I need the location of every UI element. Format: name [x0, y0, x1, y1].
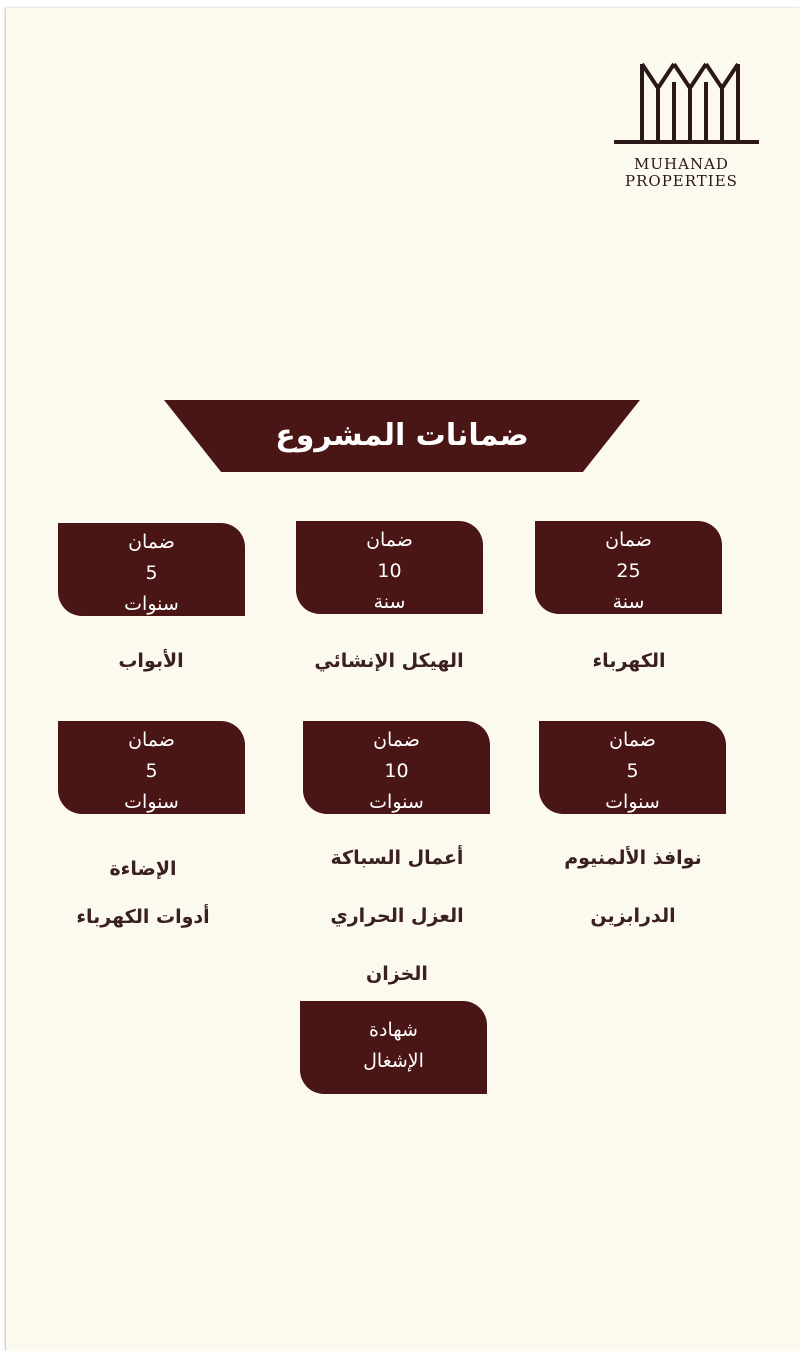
label-structure: الهيكل الإنشائي: [314, 650, 464, 672]
logo-text-line2: PROPERTIES: [625, 172, 738, 190]
card-value: 25: [616, 560, 641, 582]
card-unit: سنوات: [124, 593, 179, 615]
label-line: نوافذ الألمنيوم: [564, 847, 702, 869]
warranty-card-lighting: [58, 721, 245, 814]
card-heading: ضمان: [373, 729, 420, 751]
warranty-card-doors: [58, 523, 245, 616]
label-line: الدرابزين: [590, 905, 676, 927]
card-subheading: الإشغال: [363, 1050, 424, 1072]
card-value: 5: [145, 760, 158, 782]
card-unit: سنوات: [605, 791, 660, 813]
page-title: ضمانات المشروع: [275, 418, 529, 453]
card-heading: ضمان: [605, 529, 652, 551]
card-heading: ضمان: [366, 529, 413, 551]
card-heading: ضمان: [128, 531, 175, 553]
card-value: 5: [145, 562, 158, 584]
building-logo-icon: [614, 60, 764, 150]
warranty-card-structure: [296, 521, 483, 614]
company-logo: [614, 60, 774, 192]
warranty-card-plumbing: [303, 721, 490, 814]
warranty-card-aluminum: [539, 721, 726, 814]
label-electricity: الكهرباء: [592, 650, 666, 672]
card-unit: سنوات: [369, 791, 424, 813]
label-line: العزل الحراري: [330, 905, 464, 927]
brochure-page: [6, 8, 800, 1351]
label-aluminum: [518, 845, 748, 929]
card-heading: ضمان: [128, 729, 175, 751]
card-unit: سنوات: [124, 791, 179, 813]
label-doors: الأبواب: [118, 650, 184, 672]
warranty-card-electricity: [535, 521, 722, 614]
card-unit: سنة: [612, 591, 645, 613]
card-unit: سنة: [373, 591, 406, 613]
card-value: 10: [377, 560, 402, 582]
label-line: الخزان: [366, 963, 428, 985]
label-plumbing: [282, 845, 512, 987]
card-value: 5: [626, 760, 639, 782]
card-heading: شهادة: [369, 1019, 418, 1041]
card-value: 10: [384, 760, 409, 782]
label-lighting: [28, 845, 258, 941]
occupancy-certificate-card: [300, 1001, 487, 1094]
logo-text-line1: MUHANAD: [634, 155, 729, 173]
card-heading: ضمان: [609, 729, 656, 751]
label-line: الإضاءة: [109, 858, 177, 880]
label-line: أدوات الكهرباء: [76, 906, 210, 928]
label-line: أعمال السباكة: [330, 847, 464, 869]
